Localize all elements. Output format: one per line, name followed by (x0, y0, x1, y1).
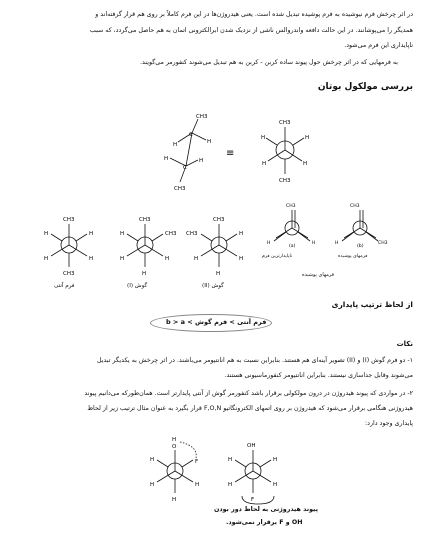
label-eclipsed-b: فرمهای پوشیده (338, 254, 368, 259)
h-label: H (207, 139, 212, 145)
caption-line-1: پیوند هیدروژنی به لحاظ دور بودن (214, 506, 318, 513)
newman-gauche-2 (184, 210, 254, 280)
stability-title: از لحاظ ترتیب پایداری (331, 300, 413, 309)
note-2-line-1: ۲- در مواردی که پیوند هیدروژن در درون مولکولی برقرار باشد کنفورمر گوش از آنتی پایدارتر است. همان‌طورکه می‌دانیم پیوند (84, 390, 413, 397)
atom-label: H (142, 271, 147, 277)
atom-label: H (261, 135, 266, 141)
atom-label: CH3 (350, 204, 360, 209)
atom-label: H (150, 482, 155, 488)
note-2-line-2: هیدروژنی هنگامی برقرار می‌شود که هیدروژن بر روی اتمهای الکترونگاتیو F,O,N قرار بگیرد به عنوان مثال ترتیب زیر از لحاظ (87, 405, 413, 412)
ch3-label: CH3 (196, 114, 208, 120)
carbon-label: C (183, 165, 187, 171)
atom-label: H (89, 256, 94, 262)
atom-label: H (273, 482, 278, 488)
atom-label: H (44, 231, 49, 237)
butane-sawhorse-diagram (140, 108, 250, 198)
atom-label: H (120, 231, 125, 237)
note-1-line-1: ۱- دو فرم گوش (I) و (II) تصویر آینه‌ای هم هستند. بنابراین نسبت به هم انانتیومر می‌باشند. در اثر چرخش به یکدیگر تبدیل (96, 357, 413, 364)
atom-label: CH3 (279, 120, 291, 126)
atom-label: H (172, 497, 177, 503)
notes-title: نکات (396, 340, 413, 348)
label-unstable: ناپایدارترین فرم (262, 254, 293, 259)
label-anti: فرم آنتی (54, 283, 75, 289)
h-label: H (173, 142, 178, 148)
atom-label: CH3 (165, 231, 177, 237)
carbon-label: C (189, 132, 193, 138)
newman-hbond-gauche (140, 436, 210, 506)
atom-label: H (228, 457, 233, 463)
eclipsed-b-letter: (b) (357, 244, 364, 249)
atom-label: CH3 (186, 231, 198, 237)
atom-label: F (251, 497, 255, 503)
atom-label: H (165, 256, 170, 262)
atom-label: CH3 (378, 241, 388, 246)
atom-label: H (305, 135, 310, 141)
stability-order: فرم آنتی > فرم گوش > b > a (166, 318, 267, 326)
atom-label: H (312, 241, 316, 246)
intro-line-4: به فرمهایی که در اثر چرخش حول پیوند ساده کربن - کربن به هم تبدیل می‌شوند کنفورمر می‌گویند. (140, 59, 398, 66)
note-2-line-3: پایداری وجود دارد: (365, 420, 413, 427)
butane-newman-main (250, 110, 320, 190)
atom-label: CH3 (63, 271, 75, 277)
atom-label: O (172, 444, 177, 450)
label-gauche-2: گوش (II) (202, 283, 224, 289)
note-1-line-2: می‌شوند وقابل جداسازی نیستند. بنابراین انانتیومر کنفورماسیونی هستند. (224, 372, 413, 379)
label-gauche-1: گوش (I) (127, 283, 148, 289)
atom-label: H (44, 256, 49, 262)
atom-label: H (216, 271, 221, 277)
atom-label: F (195, 459, 199, 465)
atom-label: H (239, 256, 244, 262)
atom-label: H (273, 457, 278, 463)
atom-label: H (335, 241, 339, 246)
ch3-label: CH3 (174, 186, 186, 192)
newman-anti (34, 210, 104, 280)
atom-label: H (195, 482, 200, 488)
atom-label: H (150, 457, 155, 463)
atom-label: H (262, 161, 267, 167)
atom-label: H (89, 231, 94, 237)
newman-gauche-1 (110, 210, 180, 280)
eclipsed-a-letter: (a) (289, 244, 296, 249)
intro-line-1: در اثر چرخش فرم نیوشیده به فرم پوشیده تبدیل شده است. یعنی هیدروژن‌ها در این فرم کاملاً بر روی هم قرار گرفته‌اند و (95, 11, 413, 18)
atom-label: H (228, 482, 233, 488)
h-label: H (199, 158, 204, 164)
newman-eclipsed-b (330, 198, 390, 258)
section-title-butane: بررسی مولکول بوتان (317, 82, 413, 92)
newman-eclipsed-a (262, 198, 322, 258)
caption-line-2: OH و F برقرار نمی‌شود. (226, 519, 303, 526)
equivalent-symbol: ≡ (226, 148, 235, 159)
atom-label: CH3 (279, 178, 291, 184)
atom-label: CH3 (213, 217, 225, 223)
h-label: H (164, 156, 169, 162)
atom-label: H (239, 231, 244, 237)
atom-label: OH (247, 443, 256, 449)
intro-line-3: ناپایداری این فرم می‌شود. (344, 42, 413, 49)
atom-label: H (172, 437, 177, 443)
label-eclipsed-title: فرمهای پوشیده (302, 272, 335, 278)
atom-label: CH3 (63, 217, 75, 223)
atom-label: H (303, 161, 308, 167)
atom-label: H (267, 241, 271, 246)
atom-label: H (194, 256, 199, 262)
atom-label: CH3 (139, 217, 151, 223)
atom-label: CH3 (286, 204, 296, 209)
atom-label: H (120, 256, 125, 262)
intro-line-2: همدیگر را می‌پوشانند. در این حالت دافعه واندروالس ناشی از نزدیک شدن ابرالکترونی اتمان به هم حاصل می‌گردد، که سبب (89, 27, 413, 34)
